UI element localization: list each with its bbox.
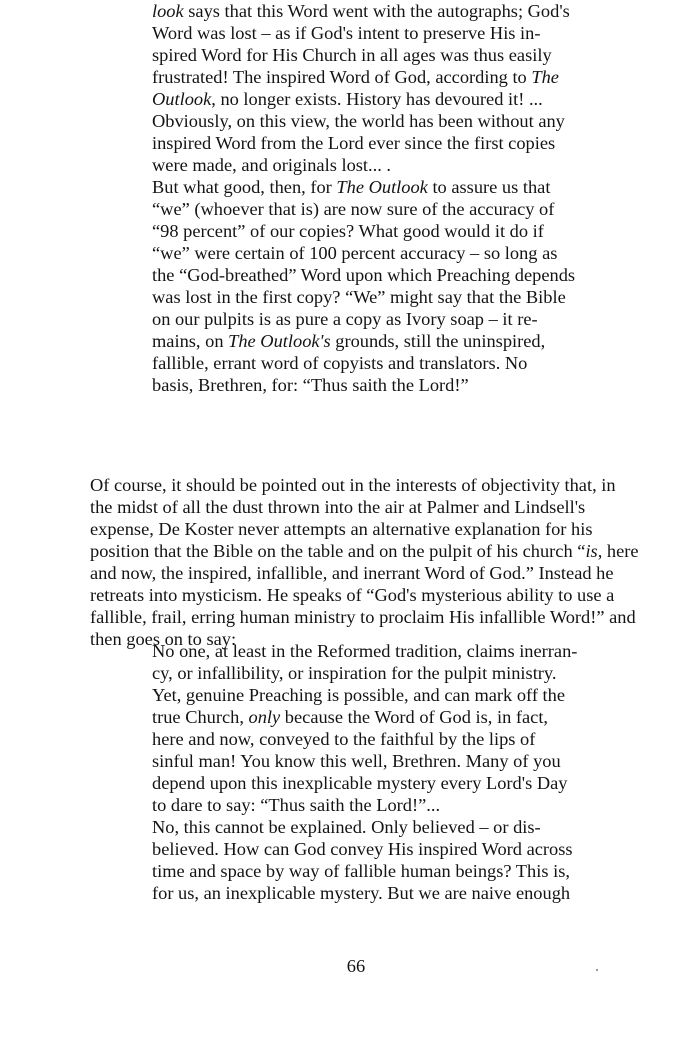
text-run: cy, or infallibility, or inspiration for the pulpit ministry. xyxy=(152,663,557,683)
text-run: But what good, then, for xyxy=(152,177,337,197)
text-run: to dare to say: “Thus saith the Lord!”... xyxy=(152,795,441,815)
text-run: sinful man! You know this well, Brethren. Many of you xyxy=(152,751,561,771)
text-line xyxy=(90,562,639,584)
text-run: because the Word of God is, in fact, xyxy=(280,707,549,727)
text-run: Of course, it should be pointed out in the interests of objectivity that, in xyxy=(90,475,616,495)
text-line xyxy=(152,706,577,728)
text-line xyxy=(152,198,575,220)
text-line xyxy=(152,352,575,374)
italic-text: only xyxy=(248,707,281,727)
text-run: spired Word for His Church in all ages was thus easily xyxy=(152,45,552,65)
text-line xyxy=(152,220,575,242)
text-run: frustrated! The inspired Word of God, according to xyxy=(152,67,532,87)
text-line xyxy=(152,794,577,816)
italic-text: The xyxy=(531,67,559,87)
text-run: says that this Word went with the autographs; God's xyxy=(183,1,570,21)
text-run: the midst of all the dust thrown into the air at Palmer and Lindsell's xyxy=(90,497,586,517)
text-run: time and space by way of fallible human beings? This is, xyxy=(152,861,570,881)
text-run: then goes on to say: xyxy=(90,629,237,649)
text-line xyxy=(90,584,639,606)
scan-speck xyxy=(596,969,598,971)
text-run: believed. How can God convey His inspired Word across xyxy=(152,839,573,859)
text-line xyxy=(152,882,577,904)
text-line xyxy=(90,606,639,628)
text-line xyxy=(152,684,577,706)
text-line xyxy=(152,66,575,88)
text-run: Yet, genuine Preaching is possible, and can mark off the xyxy=(152,685,566,705)
text-run: Word was lost – as if God's intent to preserve His in- xyxy=(152,23,541,43)
text-run: and now, the inspired, infallible, and inerrant Word of God.” Instead he xyxy=(90,563,614,583)
text-run: Obviously, on this view, the world has been without any xyxy=(152,111,565,131)
text-run: depend upon this inexplicable mystery every Lord's Day xyxy=(152,773,568,793)
text-run: grounds, still the uninspired, xyxy=(330,331,546,351)
text-run: , no longer exists. History has devoured it! ... xyxy=(211,89,543,109)
text-run: the “God-breathed” Word upon which Preaching depends xyxy=(152,265,576,285)
text-run: mains, on xyxy=(152,331,229,351)
text-line xyxy=(152,750,577,772)
text-line xyxy=(152,374,575,396)
text-line xyxy=(90,518,639,540)
text-line xyxy=(152,662,577,684)
text-line xyxy=(152,286,575,308)
block-quote-bottom xyxy=(152,640,577,904)
text-run: inspired Word from the Lord ever since the first copies xyxy=(152,133,556,153)
text-run: retreats into mysticism. He speaks of “God's mysterious ability to use a xyxy=(90,585,615,605)
text-line xyxy=(152,330,575,352)
text-line xyxy=(152,772,577,794)
text-line xyxy=(152,838,577,860)
italic-text: The Outlook xyxy=(336,177,428,197)
text-line xyxy=(90,496,639,518)
text-line xyxy=(152,860,577,882)
text-line xyxy=(152,88,575,110)
text-run: for us, an inexplicable mystery. But we are naive enough xyxy=(152,883,571,903)
text-line xyxy=(90,540,639,562)
text-run: fallible, frail, erring human ministry to proclaim His infallible Word!” and xyxy=(90,607,636,627)
text-line xyxy=(152,0,575,22)
text-run: “we” were certain of 100 percent accuracy – so long as xyxy=(152,243,558,263)
text-line xyxy=(152,640,577,662)
text-run: “we” (whoever that is) are now sure of the accuracy of xyxy=(152,199,555,219)
text-line xyxy=(152,22,575,44)
text-line xyxy=(152,154,575,176)
text-run: were made, and originals lost... . xyxy=(152,155,392,175)
text-run: here and now, conveyed to the faithful by the lips of xyxy=(152,729,536,749)
text-line xyxy=(152,242,575,264)
text-line xyxy=(152,816,577,838)
text-run: “98 percent” of our copies? What good would it do if xyxy=(152,221,544,241)
text-line xyxy=(152,132,575,154)
text-line xyxy=(152,110,575,132)
italic-text: The Outlook's xyxy=(228,331,331,351)
text-run: to assure us that xyxy=(427,177,551,197)
text-line xyxy=(90,474,639,496)
text-line xyxy=(152,728,577,750)
text-line xyxy=(152,264,575,286)
body-paragraph xyxy=(90,474,639,650)
italic-text: Outlook xyxy=(152,89,212,109)
text-line xyxy=(152,176,575,198)
text-run: expense, De Koster never attempts an alternative explanation for his xyxy=(90,519,593,539)
text-run: , here xyxy=(597,541,639,561)
text-run: fallible, errant word of copyists and translators. No xyxy=(152,353,528,373)
italic-text: is xyxy=(585,541,598,561)
text-run: No one, at least in the Reformed tradition, claims inerran- xyxy=(152,641,578,661)
text-line xyxy=(152,44,575,66)
text-run: position that the Bible on the table and on the pulpit of his church “ xyxy=(90,541,586,561)
text-run: No, this cannot be explained. Only believed – or dis- xyxy=(152,817,541,837)
text-run: true Church, xyxy=(152,707,249,727)
italic-text: look xyxy=(152,1,184,21)
text-run: on our pulpits is as pure a copy as Ivory soap – it re- xyxy=(152,309,538,329)
block-quote-top xyxy=(152,0,575,396)
text-line xyxy=(152,308,575,330)
text-run: basis, Brethren, for: “Thus saith the Lord!” xyxy=(152,375,469,395)
text-run: was lost in the first copy? “We” might say that the Bible xyxy=(152,287,566,307)
page-number: 66 xyxy=(346,956,366,976)
